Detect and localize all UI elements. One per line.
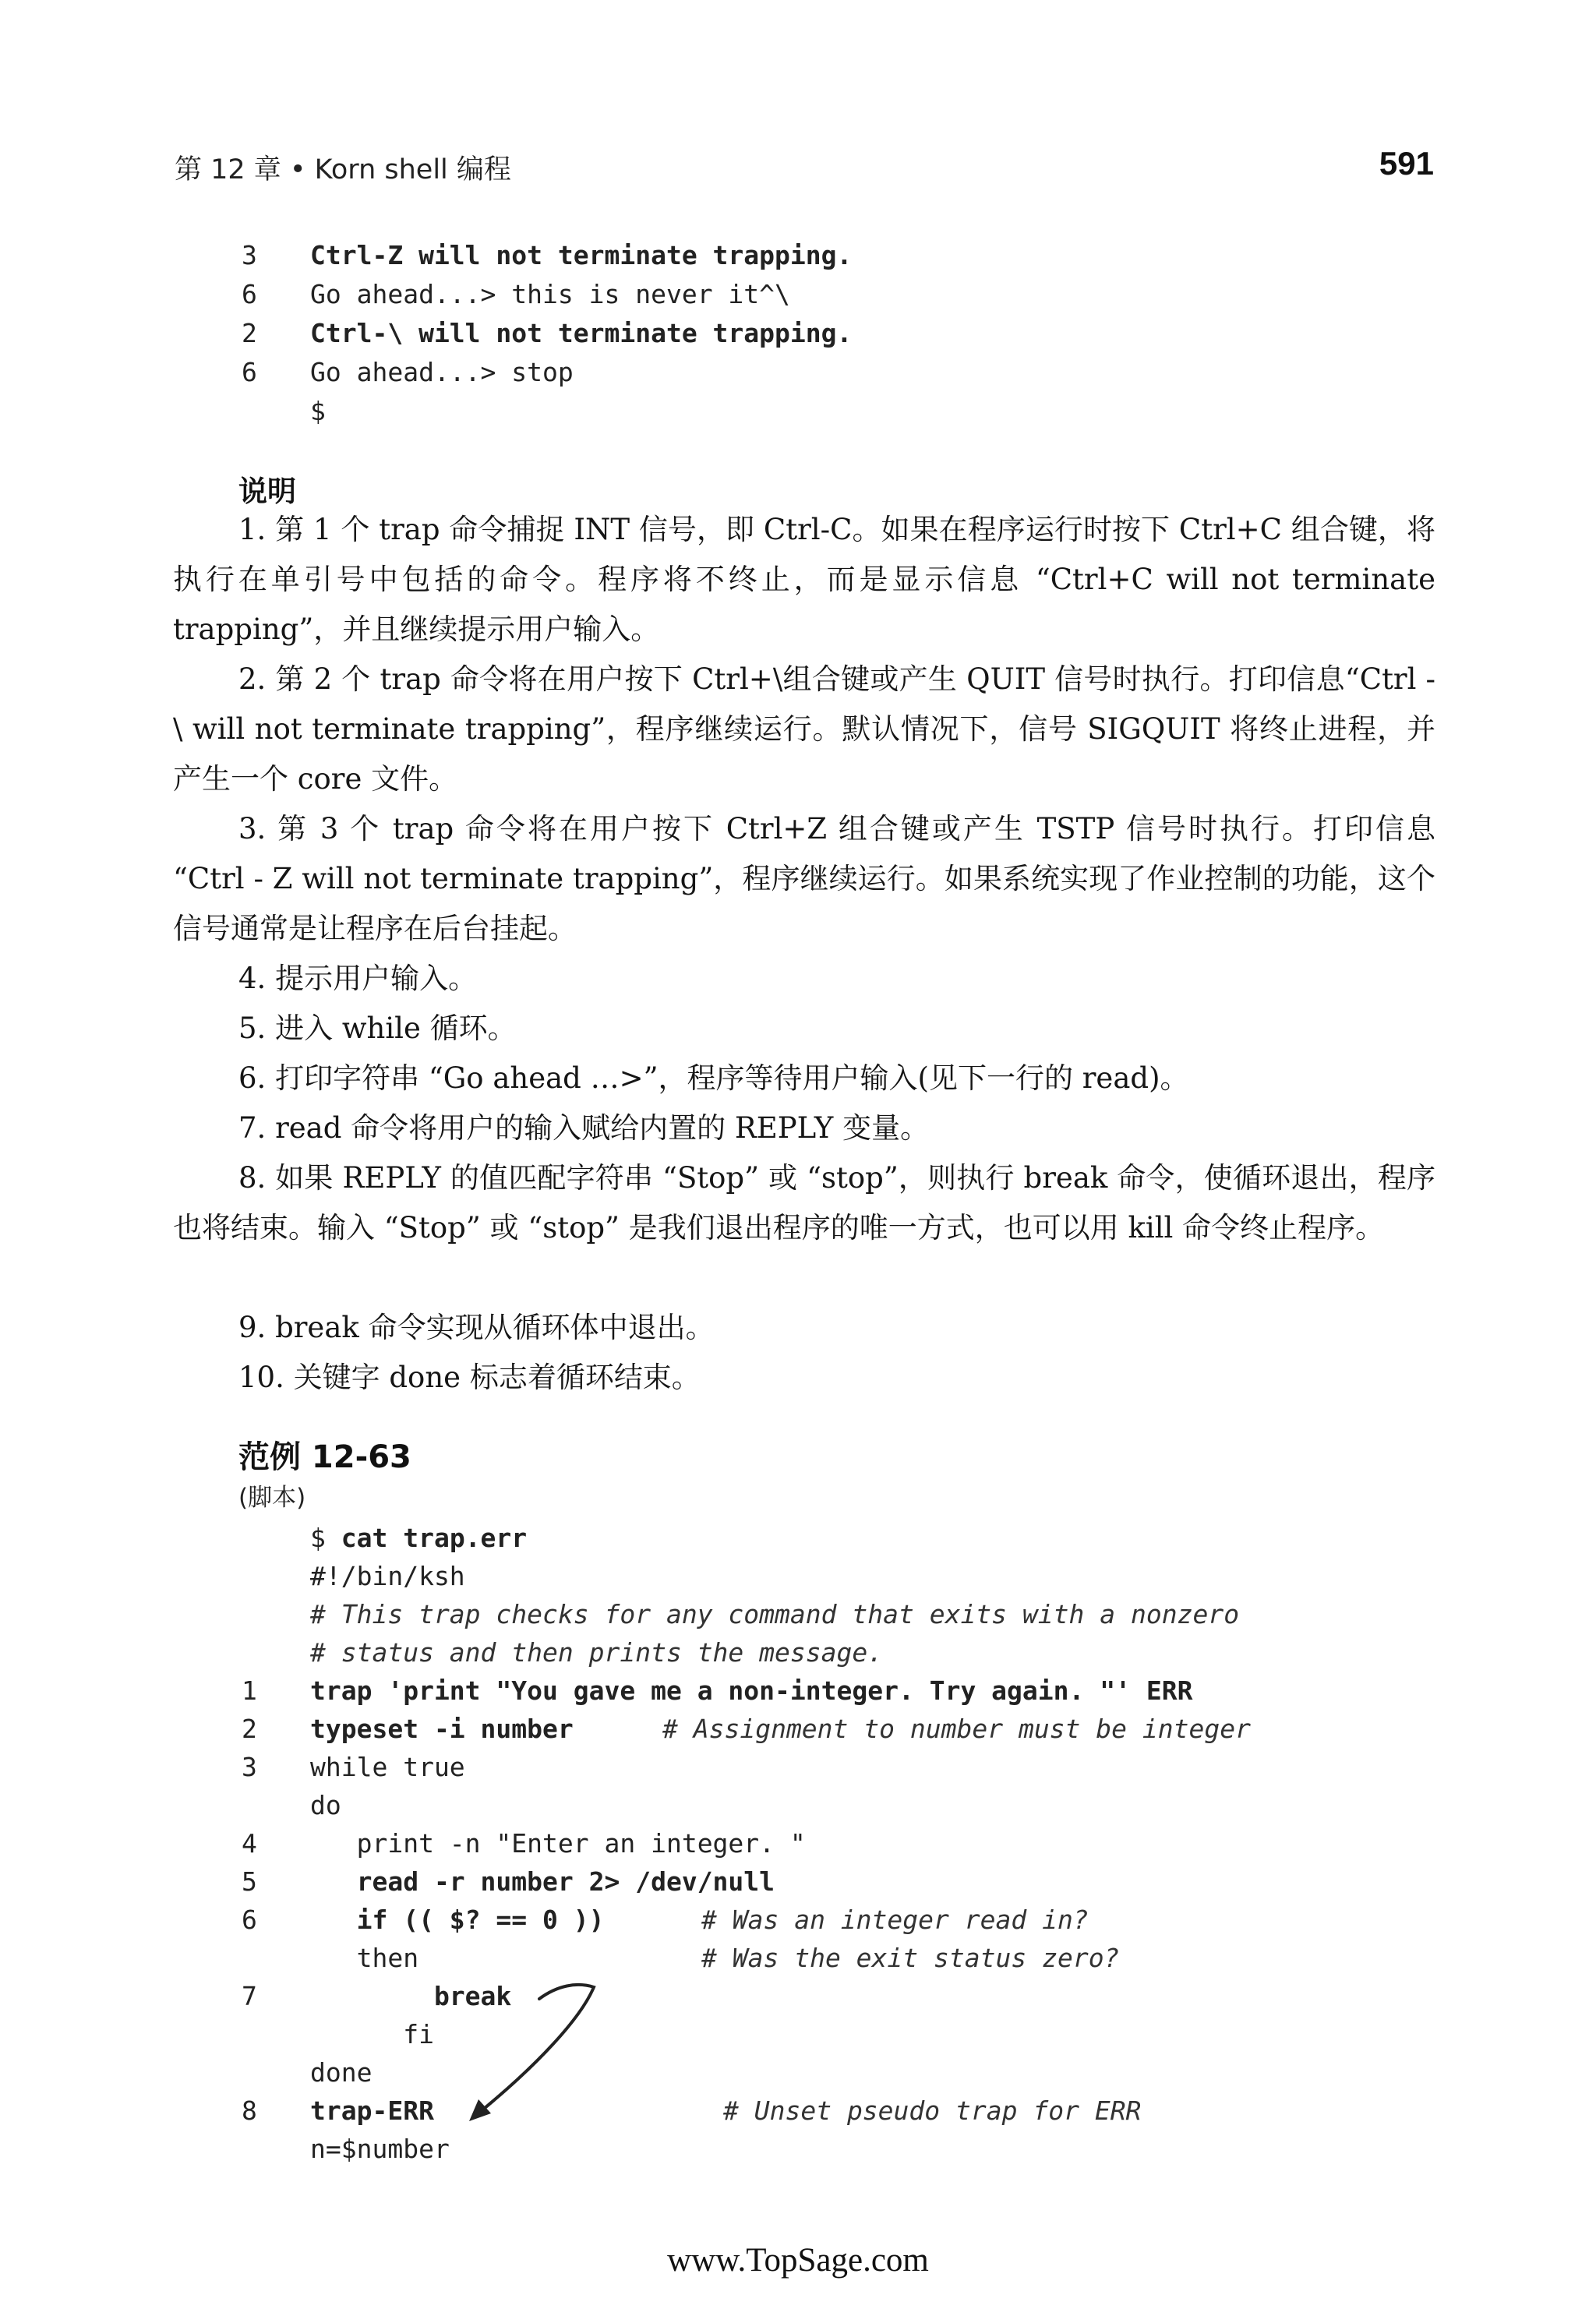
line-comment: # Was the exit status zero?	[701, 1943, 1120, 1973]
line-text: fi	[310, 2019, 434, 2049]
line-text: typeset -i number	[310, 1714, 574, 1744]
line-comment: # Assignment to number must be integer	[662, 1714, 1251, 1744]
line-text: then	[310, 1943, 419, 1973]
page-number: 591	[1379, 145, 1434, 182]
line-number: 3	[242, 240, 257, 270]
command: cat trap.err	[341, 1523, 528, 1553]
explanation-item-10: 10. 关键字 done 标志着循环结束。	[238, 1361, 701, 1394]
line-text: Go ahead...> this is never it^\	[310, 279, 790, 309]
line-text: done	[310, 2057, 373, 2088]
line-text: $	[310, 396, 326, 426]
explanation-paragraph-1: 1. 第 1 个 trap 命令捕捉 INT 信号，即 Ctrl-C。如果在程序运行时按下 Ctrl+C 组合键，将执行在单引号中包括的命令。程序将不终止，而是显示信息 “Ctrl+C will not terminate trapping”，并且继续提示用户输入。	[173, 513, 1435, 646]
prompt: $	[310, 1523, 341, 1553]
footer-url: www.TopSage.com	[667, 2242, 929, 2279]
line-number: 2	[242, 318, 257, 348]
line-text: trap 'print "You gave me a non-integer. Try again. "' ERR	[310, 1675, 1193, 1706]
line-number: 6	[242, 357, 257, 387]
line-number: 8	[242, 2095, 257, 2126]
line-comment: # Unset pseudo trap for ERR	[723, 2095, 1142, 2126]
explanation-paragraph-2: 2. 第 2 个 trap 命令将在用户按下 Ctrl+\组合键或产生 QUIT 信号时执行。打印信息“Ctrl - \ will not terminate trapping”，程序继续运行。默认情况下，信号 SIGQUIT 将终止进程，并产生一个 core 文件。	[173, 662, 1435, 796]
line-text: trap-ERR	[310, 2095, 434, 2126]
explanation-item-5: 5. 进入 while 循环。	[238, 1011, 517, 1045]
line-comment: # Was an integer read in?	[701, 1905, 1089, 1935]
line-number: 6	[242, 279, 257, 309]
explanation-item-9: 9. break 命令实现从循环体中退出。	[238, 1311, 715, 1344]
line-number: 5	[242, 1866, 257, 1897]
explanation-heading: 说明	[238, 475, 296, 508]
line-text: while true	[310, 1752, 465, 1782]
line-number: 2	[242, 1714, 257, 1744]
explanation-item-4: 4. 提示用户输入。	[238, 962, 478, 995]
line-text: Ctrl-Z will not terminate trapping.	[310, 240, 853, 270]
line-text: #!/bin/ksh	[310, 1561, 465, 1591]
line-comment: # This trap checks for any command that exits with a nonzero	[310, 1599, 1240, 1629]
explanation-item-6: 6. 打印字符串 “Go ahead …>”，程序等待用户输入(见下一行的 read)。	[238, 1061, 1189, 1095]
line-text: if (( $? == 0 ))	[310, 1905, 605, 1935]
line-comment: # status and then prints the message.	[310, 1637, 884, 1668]
line-number: 1	[242, 1675, 257, 1706]
running-head: 第 12 章 • Korn shell 编程	[175, 154, 511, 185]
line-text: Ctrl-\ will not terminate trapping.	[310, 318, 853, 348]
example-title: 范例 12-63	[238, 1439, 411, 1475]
explanation-paragraph-8: 8. 如果 REPLY 的值匹配字符串 “Stop” 或 “stop”，则执行 break 命令，使循环退出，程序也将结束。输入 “Stop” 或 “stop” 是我们退出程序的唯一方式，也可以用 kill 命令终止程序。	[173, 1161, 1435, 1244]
line-number: 3	[242, 1752, 257, 1782]
line-text: do	[310, 1790, 341, 1820]
line-number: 7	[242, 1981, 257, 2011]
line-text: Go ahead...> stop	[310, 357, 574, 387]
explanation-item-7: 7. read 命令将用户的输入赋给内置的 REPLY 变量。	[238, 1111, 930, 1145]
line-text: break	[310, 1981, 512, 2011]
line-number: 4	[242, 1828, 257, 1859]
line-text: read -r number 2> /dev/null	[310, 1866, 775, 1897]
line-text: n=$number	[310, 2134, 450, 2164]
line-text: print -n "Enter an integer. "	[310, 1828, 806, 1859]
example-note: (脚本)	[238, 1484, 306, 1512]
line-number: 6	[242, 1905, 257, 1935]
explanation-paragraph-3: 3. 第 3 个 trap 命令将在用户按下 Ctrl+Z 组合键或产生 TSTP 信号时执行。打印信息 “Ctrl - Z will not terminate trapping”，程序继续运行。如果系统实现了作业控制的功能，这个信号通常是让程序在后台挂起。	[173, 812, 1435, 945]
